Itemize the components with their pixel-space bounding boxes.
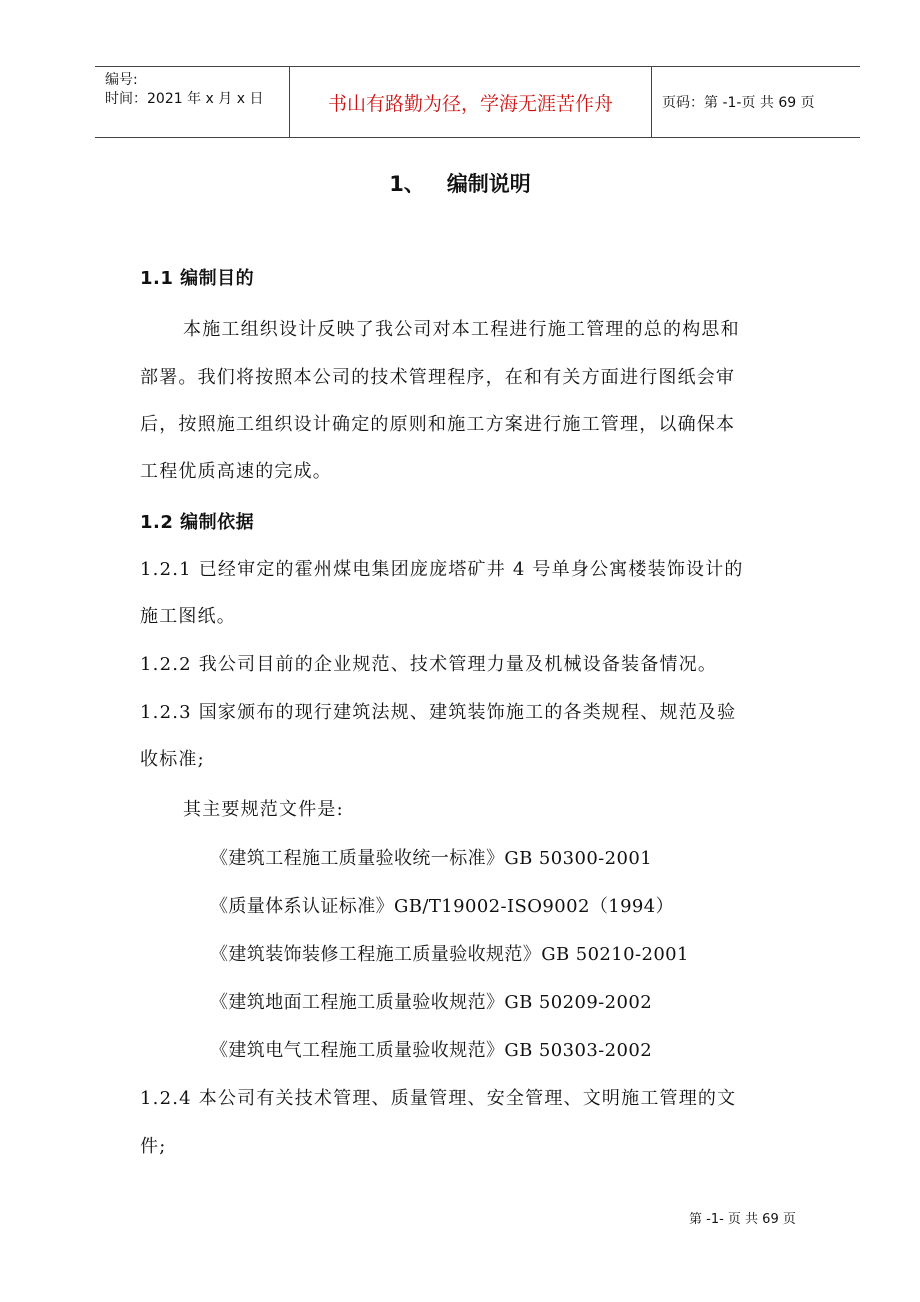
list-item-1-2-1-cont: 施工图纸。 [140,606,236,627]
list-item-1-2-3: 1.2.3 国家颁布的现行建筑法规、建筑装饰施工的各类规程、规范及验 [140,702,737,723]
list-item-1-2-4: 1.2.4 本公司有关技术管理、质量管理、安全管理、文明施工管理的文 [140,1088,737,1109]
standard-reference: 《质量体系认证标准》GB/T19002-ISO9002（1994） [210,896,675,917]
section-title-text: 编制说明 [446,172,531,196]
subsection-heading-1-1: 1.1 编制目的 [140,268,255,289]
list-item-1-2-2: 1.2.2 我公司目前的企业规范、技术管理力量及机械设备装备情况。 [140,654,718,675]
standards-intro: 其主要规范文件是: [183,799,344,820]
standard-reference: 《建筑电气工程施工质量验收规范》GB 50303-2002 [210,1040,653,1061]
page-header [95,66,860,138]
paragraph-line: 工程优质高速的完成。 [140,461,332,482]
list-item-1-2-1: 1.2.1 已经审定的霍州煤电集团庞庞塔矿井 4 号单身公寓楼装饰设计的 [140,559,744,580]
header-page-number: 页码：第 -1-页 共 69 页 [662,95,815,111]
paragraph-line: 部署。我们将按照本公司的技术管理程序，在和有关方面进行图纸会审 [140,367,736,388]
standard-reference: 《建筑工程施工质量验收统一标准》GB 50300-2001 [210,848,653,869]
header-motto: 书山有路勤为径，学海无涯苦作舟 [290,67,652,137]
subsection-heading-1-2: 1.2 编制依据 [140,512,255,533]
standard-reference: 《建筑装饰装修工程施工质量验收规范》GB 50210-2001 [210,944,689,965]
list-item-1-2-4-cont: 件; [140,1136,167,1157]
list-item-1-2-3-cont: 收标准; [140,749,205,770]
section-number: 1、 [389,172,425,196]
page-footer: 第 -1- 页 共 69 页 [689,1212,796,1227]
document-date: 时间：2021 年 x 月 x 日 [105,91,264,107]
section-title [0,168,920,198]
standard-reference: 《建筑地面工程施工质量验收规范》GB 50209-2002 [210,992,653,1013]
document-number-label: 编号: [105,72,138,88]
paragraph-line: 后，按照施工组织设计确定的原则和施工方案进行施工管理，以确保本 [140,414,736,435]
header-meta [95,67,290,137]
paragraph-line: 本施工组织设计反映了我公司对本工程进行施工管理的总的构思和 [183,319,740,340]
